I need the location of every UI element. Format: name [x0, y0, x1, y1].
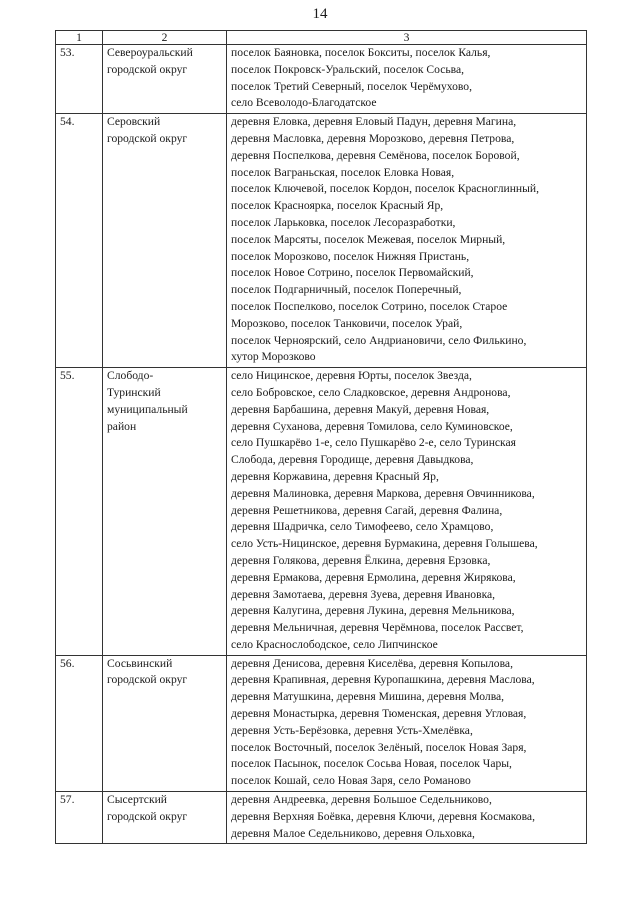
table-row [56, 655, 587, 791]
settlements-line: деревня Монастырка, деревня Тюменская, деревня Угловая, [231, 707, 527, 721]
table-header-row [56, 31, 587, 45]
settlements-line: поселок Ваграньская, поселок Еловка Новая, [231, 165, 455, 179]
row-number: 56. [56, 655, 103, 791]
settlements-line: поселок Поспелково, поселок Сотрино, поселок Старое [231, 299, 508, 313]
settlements-line: поселок Покровск-Уральский, поселок Сосьва, [231, 62, 465, 76]
settlements-list [227, 45, 587, 114]
settlements-line: деревня Поспелкова, деревня Семёнова, поселок Боровой, [231, 148, 520, 162]
row-number: 55. [56, 368, 103, 656]
table-row [56, 45, 587, 114]
district-name-line: Туринский [107, 385, 161, 399]
district-name [103, 45, 227, 114]
settlements-line: Слобода, деревня Городище, деревня Давыдкова, [231, 453, 474, 467]
settlements-line: село Бобровское, село Сладковское, деревня Андронова, [231, 385, 511, 399]
table-row [56, 792, 587, 844]
settlements-line: поселок Черноярский, село Андриановичи, село Филькино, [231, 333, 527, 347]
district-name-line: городской округ [107, 673, 188, 687]
settlements-line: деревня Замотаева, деревня Зуева, деревня Ивановка, [231, 587, 496, 601]
settlements-line: деревня Решетникова, деревня Сагай, деревня Фалина, [231, 503, 503, 517]
settlements-line: поселок Новое Сотрино, поселок Первомайский, [231, 266, 474, 280]
settlements-line: село Усть-Ницинское, деревня Бурмакина, деревня Голышева, [231, 537, 538, 551]
row-number: 53. [56, 45, 103, 114]
settlements-line: поселок Красноярка, поселок Красный Яр, [231, 199, 444, 213]
settlements-line: деревня Денисова, деревня Киселёва, деревня Копылова, [231, 656, 513, 670]
settlements-line: поселок Марсяты, поселок Межевая, поселок Мирный, [231, 232, 506, 246]
settlements-line: деревня Ермакова, деревня Ермолина, деревня Жирякова, [231, 570, 516, 584]
district-name-line: городской округ [107, 809, 188, 823]
header-col-3: 3 [227, 31, 587, 45]
settlements-line: деревня Мельничная, деревня Черёмнова, поселок Рассвет, [231, 621, 524, 635]
settlements-line: поселок Баяновка, поселок Бокситы, поселок Калья, [231, 46, 491, 59]
settlements-line: поселок Восточный, поселок Зелёный, поселок Новая Заря, [231, 740, 527, 754]
settlements-line: деревня Матушкина, деревня Мишина, деревня Молва, [231, 690, 505, 704]
district-name [103, 655, 227, 791]
district-name-line: район [107, 419, 137, 433]
district-name-line: Сосьвинский [107, 656, 173, 670]
settlements-list [227, 368, 587, 656]
district-name-line: городской округ [107, 131, 188, 145]
settlements-line: деревня Голякова, деревня Ёлкина, деревня Ерзовка, [231, 553, 491, 567]
settlements-line: деревня Коржавина, деревня Красный Яр, [231, 469, 439, 483]
settlements-line: поселок Кошай, село Новая Заря, село Романово [231, 774, 471, 788]
district-name [103, 114, 227, 368]
district-name-line: Сысертский [107, 793, 167, 807]
district-name [103, 792, 227, 844]
settlements-list [227, 792, 587, 844]
settlements-line: хутор Морозково [231, 350, 316, 364]
settlements-line: поселок Подгарничный, поселок Поперечный, [231, 283, 462, 297]
settlements-line: деревня Калугина, деревня Лукина, деревня Мельникова, [231, 604, 515, 618]
settlements-line: село Краснослободское, село Липчинское [231, 637, 438, 651]
settlements-line: деревня Малиновка, деревня Маркова, деревня Овчинникова, [231, 486, 535, 500]
district-name [103, 368, 227, 656]
settlements-line: поселок Третий Северный, поселок Черёмухово, [231, 79, 472, 93]
settlements-line: село Ницинское, деревня Юрты, поселок Звезда, [231, 369, 472, 383]
header-col-1: 1 [56, 31, 103, 45]
district-name-line: городской округ [107, 62, 188, 76]
page-number: 14 [312, 6, 328, 22]
settlements-line: деревня Шадричка, село Тимофеево, село Храмцово, [231, 520, 494, 534]
settlements-line: деревня Суханова, деревня Томилова, село Куминовское, [231, 419, 513, 433]
settlements-line: деревня Малое Седельниково, деревня Ольховка, [231, 826, 475, 840]
settlements-line: поселок Ключевой, поселок Кордон, поселок Красноглинный, [231, 182, 539, 196]
settlements-line: деревня Масловка, деревня Морозково, деревня Петрова, [231, 131, 515, 145]
settlements-line: деревня Усть-Берёзовка, деревня Усть-Хмелёвка, [231, 723, 473, 737]
settlements-line: деревня Барбашина, деревня Макуй, деревня Новая, [231, 402, 490, 416]
settlements-table [55, 30, 587, 844]
district-name-line: Серовский [107, 115, 161, 129]
settlements-list [227, 114, 587, 368]
settlements-line: село Всеволодо-Благодатское [231, 96, 377, 110]
settlements-line: деревня Андреевка, деревня Большое Седельниково, [231, 793, 492, 807]
table-row [56, 114, 587, 368]
settlements-line: деревня Верхняя Боёвка, деревня Ключи, деревня Космакова, [231, 809, 535, 823]
settlements-line: деревня Еловка, деревня Еловый Падун, деревня Магина, [231, 115, 517, 129]
row-number: 54. [56, 114, 103, 368]
settlements-list [227, 655, 587, 791]
settlements-line: деревня Крапивная, деревня Куропашкина, деревня Маслова, [231, 673, 535, 687]
settlements-line: село Пушкарёво 1-е, село Пушкарёво 2-е, село Туринская [231, 436, 516, 450]
settlements-line: поселок Ларьковка, поселок Лесоразработки, [231, 215, 456, 229]
district-name-line: Слободо- [107, 369, 154, 383]
table-row [56, 368, 587, 656]
settlements-line: поселок Морозково, поселок Нижняя Пристань, [231, 249, 470, 263]
settlements-line: поселок Пасынок, поселок Сосьва Новая, поселок Чары, [231, 757, 512, 771]
district-name-line: Североуральский [107, 46, 193, 59]
header-col-2: 2 [103, 31, 227, 45]
settlements-line: Морозково, поселок Танковичи, поселок Урай, [231, 316, 463, 330]
row-number: 57. [56, 792, 103, 844]
district-name-line: муниципальный [107, 402, 188, 416]
